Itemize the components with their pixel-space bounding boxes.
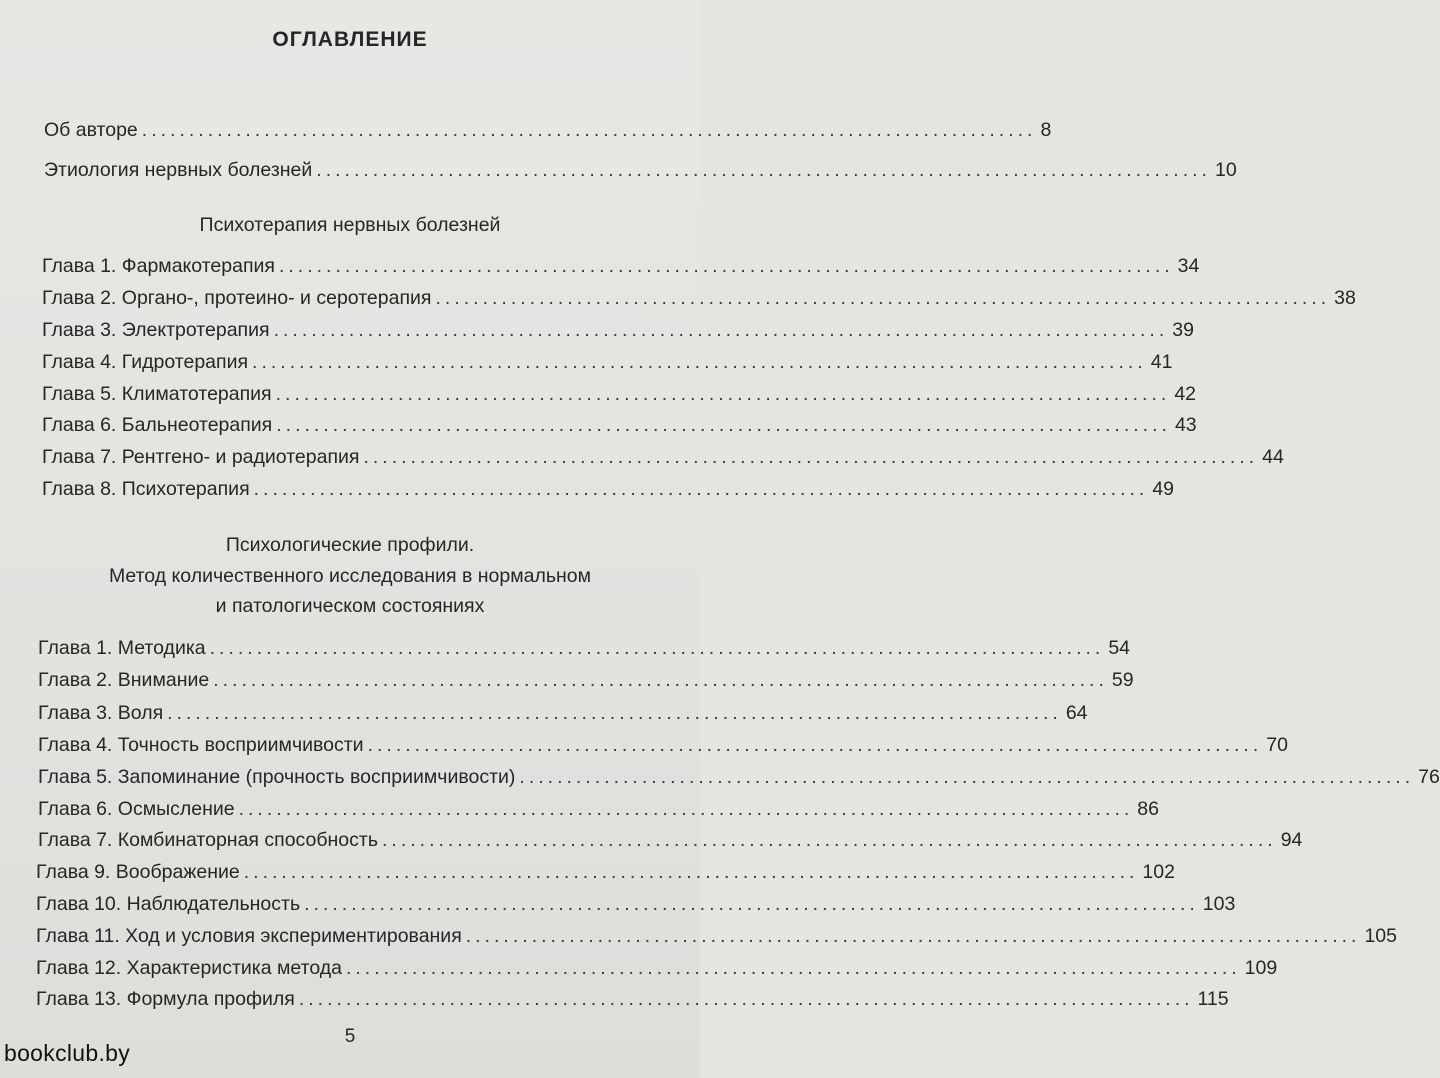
toc-entry[interactable] bbox=[38, 666, 1134, 694]
leader-dots: ............................................................................................... bbox=[243, 861, 1139, 883]
toc-entry-page: 70 bbox=[1266, 734, 1288, 756]
toc-entry[interactable] bbox=[44, 116, 1052, 144]
leader-dots: ............................................................................................... bbox=[367, 734, 1263, 756]
leader-dots: ............................................................................................... bbox=[253, 478, 1149, 500]
toc-entry[interactable] bbox=[38, 634, 1131, 662]
toc-entry-label: Глава 3. Электротерапия bbox=[42, 319, 270, 341]
toc-entry-label: Глава 4. Гидротерапия bbox=[42, 351, 249, 373]
toc-entry-label: Этиология нервных болезней bbox=[44, 159, 313, 181]
toc-entry[interactable] bbox=[42, 380, 1197, 408]
leader-dots: ............................................................................................... bbox=[316, 159, 1211, 181]
toc-entry[interactable] bbox=[38, 731, 1288, 759]
toc-entry-label: Глава 1. Методика bbox=[38, 637, 206, 659]
toc-entry-label: Глава 1. Фармакотерапия bbox=[42, 255, 275, 277]
toc-entry[interactable] bbox=[36, 890, 1236, 918]
leader-dots: ............................................................................................... bbox=[435, 287, 1331, 309]
toc-entry-label: Об авторе bbox=[44, 119, 138, 141]
toc-entry[interactable] bbox=[42, 348, 1173, 376]
toc-entry-page: 42 bbox=[1174, 383, 1197, 405]
leader-dots: ............................................................................................... bbox=[298, 988, 1194, 1010]
toc-entry[interactable] bbox=[42, 316, 1194, 344]
toc-entry-page: 94 bbox=[1280, 829, 1303, 851]
toc-entry[interactable] bbox=[44, 156, 1237, 184]
toc-entry-label: Глава 7. Комбинаторная способность bbox=[38, 829, 378, 851]
leader-dots: ............................................................................................... bbox=[465, 925, 1361, 947]
toc-entry[interactable] bbox=[36, 922, 1397, 950]
toc-entry-page: 86 bbox=[1137, 798, 1159, 820]
section-heading-line: Психологические профили. bbox=[225, 534, 475, 556]
leader-dots: ............................................................................................... bbox=[278, 255, 1174, 277]
toc-entry-page: 34 bbox=[1177, 255, 1200, 277]
toc-entry-label: Глава 4. Точность восприимчивости bbox=[38, 734, 364, 756]
toc-entry-label: Глава 5. Климатотерапия bbox=[42, 383, 272, 405]
toc-entry-label: Глава 3. Воля bbox=[38, 702, 164, 724]
toc-entry[interactable] bbox=[42, 252, 1200, 280]
leader-dots: ............................................................................................... bbox=[519, 766, 1415, 788]
toc-entry-label: Глава 10. Наблюдательность bbox=[36, 893, 301, 915]
toc-entry-label: Глава 12. Характеристика метода bbox=[36, 957, 342, 979]
leader-dots: ............................................................................................... bbox=[382, 829, 1277, 851]
toc-entry-page: 105 bbox=[1364, 925, 1397, 947]
leader-dots: ............................................................................................... bbox=[238, 798, 1134, 820]
toc-entry[interactable] bbox=[38, 763, 1440, 791]
toc-entry-page: 10 bbox=[1214, 159, 1237, 181]
page-title: ОГЛАВЛЕНИЕ bbox=[272, 28, 428, 51]
toc-entry[interactable] bbox=[42, 443, 1284, 471]
leader-dots: ............................................................................................... bbox=[141, 119, 1037, 141]
toc-entry-page: 38 bbox=[1334, 287, 1356, 309]
leader-dots: ............................................................................................... bbox=[276, 414, 1171, 436]
toc-entry[interactable] bbox=[38, 795, 1159, 823]
toc-entry-label: Глава 6. Бальнеотерапия bbox=[42, 414, 273, 436]
leader-dots: ............................................................................................... bbox=[304, 893, 1199, 915]
toc-entry[interactable] bbox=[36, 858, 1175, 886]
toc-entry-label: Глава 7. Рентгено- и радиотерапия bbox=[42, 446, 360, 468]
toc-entry-page: 44 bbox=[1262, 446, 1284, 468]
section-heading-line: и патологическом состояниях bbox=[215, 595, 485, 617]
toc-entry-page: 8 bbox=[1040, 119, 1052, 141]
toc-entry-page: 54 bbox=[1108, 637, 1131, 659]
toc-entry[interactable] bbox=[38, 699, 1088, 727]
toc-entry-page: 76 bbox=[1418, 766, 1440, 788]
toc-entry[interactable] bbox=[36, 985, 1229, 1013]
toc-entry-label: Глава 11. Ход и условия экспериментирования bbox=[36, 925, 462, 947]
toc-entry[interactable] bbox=[42, 284, 1356, 312]
toc-entry-page: 115 bbox=[1197, 988, 1229, 1010]
toc-entry[interactable] bbox=[36, 954, 1278, 982]
toc-entry-label: Глава 2. Органо-, протеино- и серотерапия bbox=[42, 287, 432, 309]
leader-dots: ............................................................................................... bbox=[209, 637, 1105, 659]
toc-entry-page: 103 bbox=[1202, 893, 1236, 915]
leader-dots: ............................................................................................... bbox=[275, 383, 1171, 405]
toc-entry-label: Глава 5. Запоминание (прочность восприимчивости) bbox=[38, 766, 516, 788]
leader-dots: ............................................................................................... bbox=[345, 957, 1241, 979]
section-heading-line: Метод количественного исследования в нормальном bbox=[108, 565, 592, 587]
page-number: 5 bbox=[344, 1026, 356, 1047]
leader-dots: ............................................................................................... bbox=[273, 319, 1169, 341]
toc-entry[interactable] bbox=[42, 475, 1175, 503]
leader-dots: ............................................................................................... bbox=[167, 702, 1062, 724]
toc-entry-label: Глава 2. Внимание bbox=[38, 669, 210, 691]
toc-entry-label: Глава 9. Воображение bbox=[36, 861, 240, 883]
toc-entry-page: 43 bbox=[1174, 414, 1197, 436]
toc-entry-page: 109 bbox=[1244, 957, 1278, 979]
toc-entry-page: 41 bbox=[1150, 351, 1173, 373]
toc-entry-page: 102 bbox=[1142, 861, 1175, 883]
leader-dots: ............................................................................................... bbox=[213, 669, 1108, 691]
leader-dots: ............................................................................................... bbox=[252, 351, 1147, 373]
toc-entry[interactable] bbox=[42, 411, 1197, 439]
leader-dots: ............................................................................................... bbox=[363, 446, 1259, 468]
toc-entry-page: 64 bbox=[1065, 702, 1088, 724]
toc-entry-label: Глава 6. Осмысление bbox=[38, 798, 235, 820]
toc-entry-label: Глава 8. Психотерапия bbox=[42, 478, 250, 500]
toc-entry-page: 49 bbox=[1152, 478, 1175, 500]
toc-entry-page: 59 bbox=[1111, 669, 1134, 691]
toc-entry[interactable] bbox=[38, 826, 1303, 854]
watermark: bookclub.by bbox=[4, 1040, 131, 1066]
toc-entry-page: 39 bbox=[1172, 319, 1194, 341]
section-heading: Психотерапия нервных болезней bbox=[199, 214, 501, 236]
toc-entry-label: Глава 13. Формула профиля bbox=[36, 988, 295, 1010]
